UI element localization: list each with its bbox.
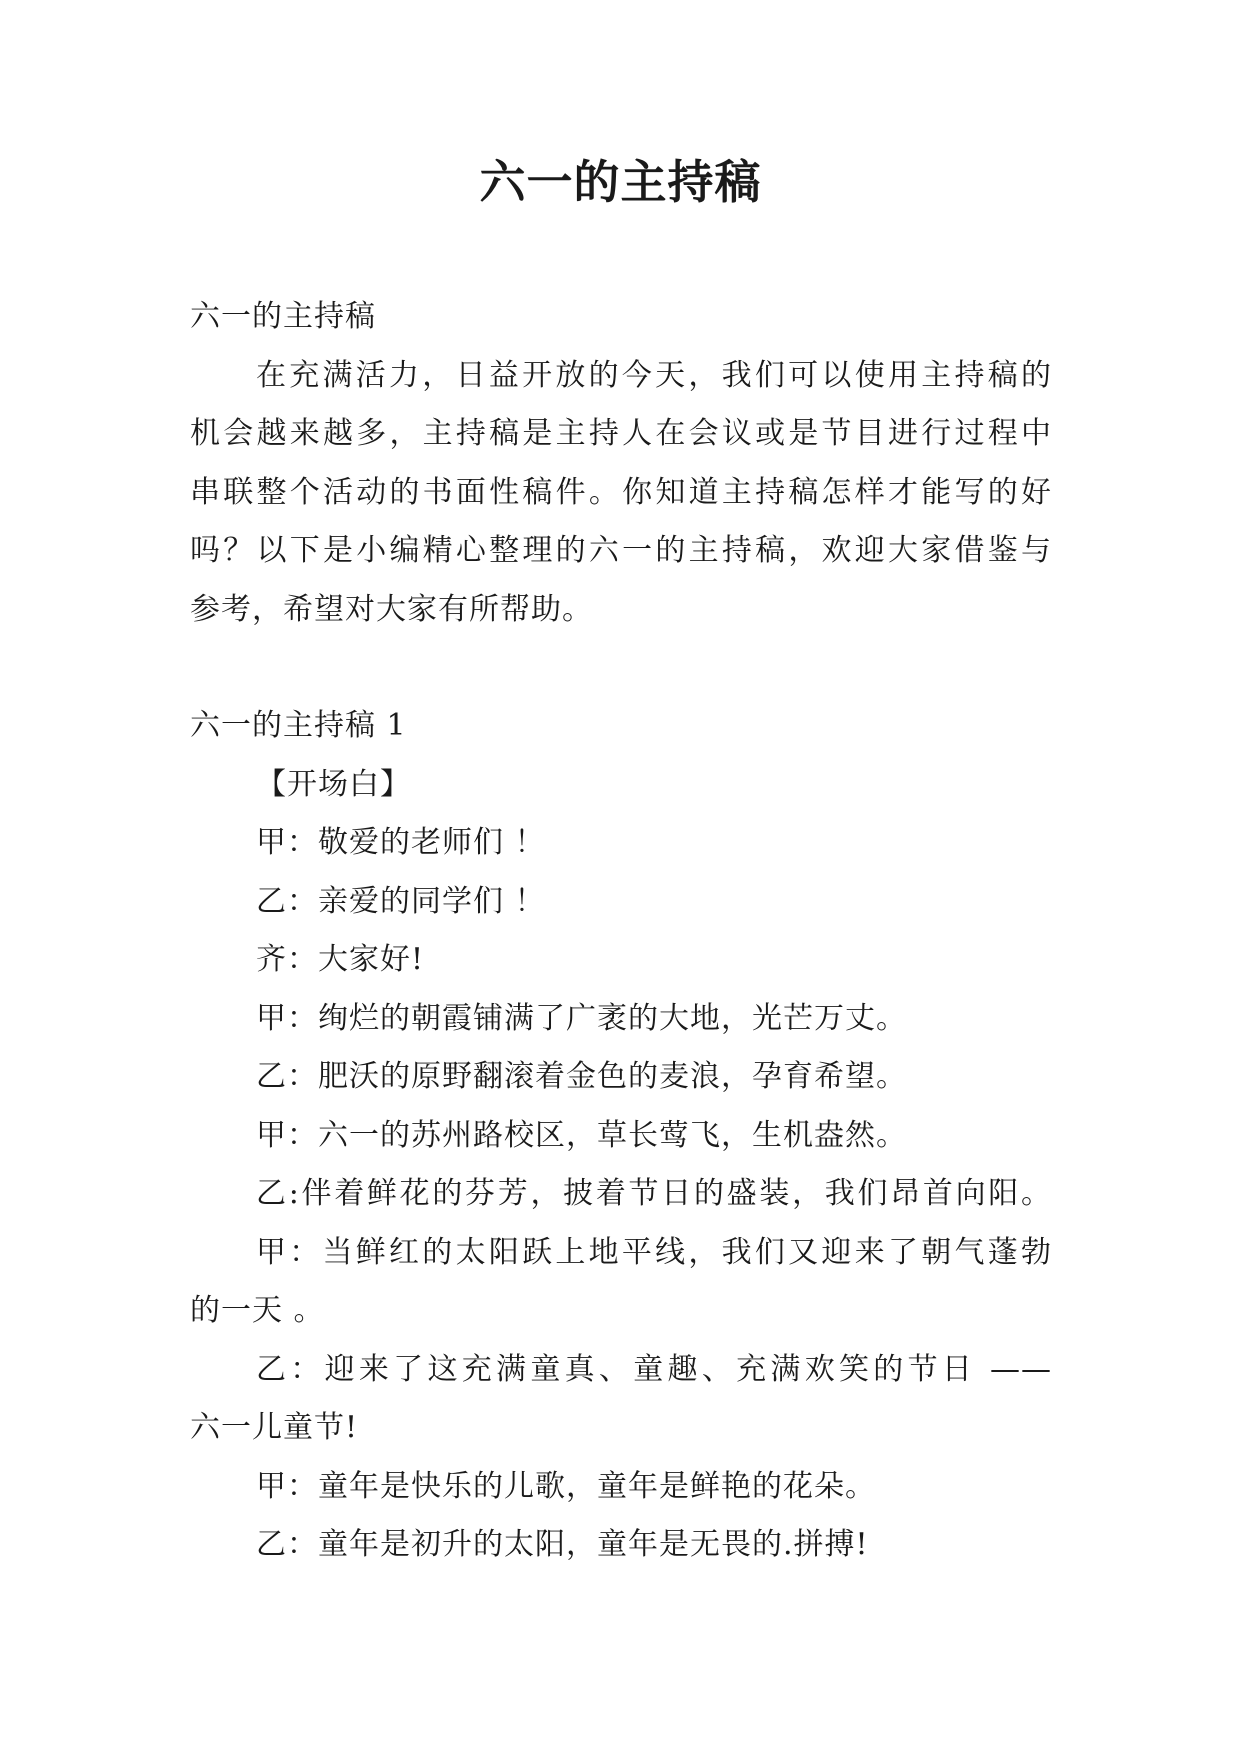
script-line: 甲：敬爱的老师们 ！ [256, 825, 546, 860]
script-line: 甲：当鲜红的太阳跃上地平线，我们又迎来了朝气蓬勃 [256, 1234, 1052, 1270]
script-line: 甲：绚烂的朝霞铺满了广袤的大地，光芒万丈。 [256, 1000, 907, 1036]
script-line-opening: 【开场白】 [256, 766, 411, 802]
document-title: 六一的主持稿 [479, 155, 762, 209]
paragraph-gap [190, 639, 1052, 697]
script-line-continuation: 的一天 。 [190, 1293, 325, 1328]
document-body [190, 288, 1052, 1575]
script-line: 乙：亲爱的同学们 ！ [256, 883, 546, 919]
intro-line: 吗？以下是小编精心整理的六一的主持稿，欢迎大家借鉴与 [190, 533, 1052, 568]
script-line: 乙:伴着鲜花的芬芳，披着节日的盛装，我们昂首向阳。 [256, 1176, 1052, 1211]
intro-line: 机会越来越多，主持稿是主持人在会议或是节目进行过程中 [190, 416, 1052, 451]
script-line: 甲：童年是快乐的儿歌，童年是鲜艳的花朵。 [256, 1468, 876, 1504]
script-line-continuation: 六一儿童节! [190, 1410, 359, 1445]
intro-line: 在充满活力，日益开放的今天，我们可以使用主持稿的 [256, 357, 1052, 393]
intro-line: 参考，希望对大家有所帮助。 [190, 591, 593, 627]
section-heading: 六一的主持稿 1 [190, 708, 407, 743]
script-line: 齐：大家好! [256, 942, 425, 977]
intro-line: 串联整个活动的书面性稿件。你知道主持稿怎样才能写的好 [190, 474, 1052, 510]
script-line: 乙：迎来了这充满童真、童趣、充满欢笑的节日 —— [256, 1351, 1052, 1387]
script-line: 甲：六一的苏州路校区，草长莺飞，生机盎然。 [256, 1117, 907, 1153]
script-line: 乙：童年是初升的太阳，童年是无畏的.拼搏! [256, 1527, 869, 1562]
intro-heading: 六一的主持稿 [190, 299, 376, 334]
script-line: 乙：肥沃的原野翻滚着金色的麦浪，孕育希望。 [256, 1059, 907, 1094]
